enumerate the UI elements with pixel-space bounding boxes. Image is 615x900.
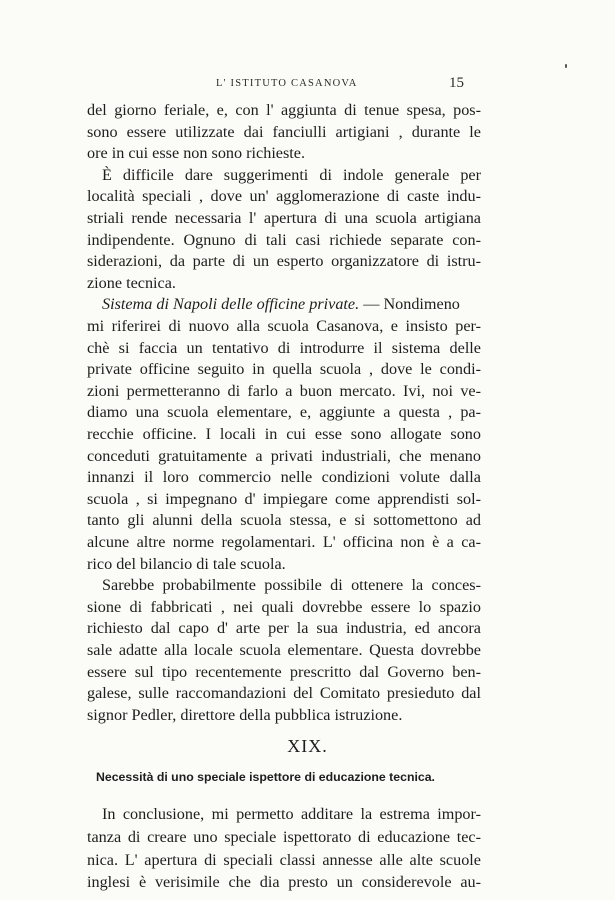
- text-line: diamo una scuola elementare, e, aggiunte a questa , pa-: [87, 403, 481, 422]
- text-line: indipendente. Ognuno di tali casi richiede separate con-: [87, 230, 481, 249]
- section-title: Necessità di uno speciale ispettore di educazione tecnica.: [96, 770, 435, 785]
- text-line: del giorno feriale, e, con l' aggiunta di tenue spesa, pos-: [87, 101, 481, 119]
- text-line: innanzi il loro commercio nelle condizioni volute dalla: [87, 468, 481, 487]
- ink-speck: [565, 64, 567, 68]
- text-line: striali rende necessaria l' apertura di una scuola artigiana: [87, 209, 481, 227]
- text-line: zione tecnica.: [87, 273, 176, 292]
- text-line: sono essere utilizzate dai fanciulli artigiani , durante le: [87, 122, 481, 141]
- text-line: richiesto dal capo d' arte per la sua industria, ed ancora: [87, 619, 481, 638]
- text-line: Sarebbe probabilmente possibile di ottenere la conces-: [102, 576, 481, 595]
- text-line: È difficile dare suggerimenti di indole generale per: [102, 165, 481, 184]
- text-line: zioni permetteranno di farlo a buon mercato. Ivi, noi ve-: [87, 381, 481, 400]
- text-line: tanza di creare uno speciale ispettorato di educazione tec-: [87, 828, 481, 846]
- text-line: ore in cui esse non sono richieste.: [87, 144, 306, 163]
- text-line: siderazioni, da parte di un esperto organizzatore di istru-: [87, 252, 481, 271]
- text-line: galese, sulle raccomandazioni del Comitato presieduto dal: [87, 684, 481, 703]
- text-line: scuola , si impegnano d' impiegare come apprendisti sol-: [87, 489, 481, 508]
- running-title: L' ISTITUTO CASANOVA: [216, 78, 358, 89]
- text-line-with-italic-heading: [102, 294, 481, 314]
- text-line: chè si faccia un tentativo di introdurre il sistema delle: [87, 338, 481, 357]
- text-line: alcune altre norme regolamentari. L' officina non è a ca-: [87, 533, 481, 551]
- chapter-numeral: XIX.: [287, 736, 328, 757]
- text-line: mi riferirei di nuovo alla scuola Casanova, e insisto per-: [87, 317, 481, 335]
- text-line: conceduti gratuitamente a privati industriali, che menano: [87, 446, 481, 465]
- text-line: tanto gli alunni della scuola stessa, e si sottomettono ad: [87, 511, 481, 530]
- text-line: private officine seguito in quella scuola , dove le condi-: [87, 360, 481, 379]
- page-number: 15: [449, 75, 464, 91]
- italic-run-heading: Sistema di Napoli delle officine private.: [102, 295, 360, 314]
- text-line: sione di fabbricati , nei quali dovrebbe essere lo spazio: [87, 597, 481, 616]
- text-line: recchie officine. I locali in cui esse sono allogate sono: [87, 425, 481, 443]
- text-line: località speciali , dove un' agglomerazione di caste indu-: [87, 187, 481, 206]
- text-line: essere sul tipo recentemente prescritto dal Governo ben-: [87, 662, 481, 681]
- text-line: rico del bilancio di tale scuola.: [87, 554, 286, 573]
- text-line: inglesi è verisimile che dia presto un considerevole au-: [87, 873, 481, 892]
- text-line: In conclusione, mi permetto additare la estrema impor-: [102, 805, 481, 824]
- text-line: signor Pedler, direttore della pubblica istruzione.: [87, 705, 403, 724]
- text-line: nica. L' apertura di speciali classi annesse alle alte scuole: [87, 850, 481, 869]
- text-line: sale adatte alla locale scuola elementare. Questa dovrebbe: [87, 641, 481, 659]
- text-run: — Nondimeno: [359, 295, 460, 314]
